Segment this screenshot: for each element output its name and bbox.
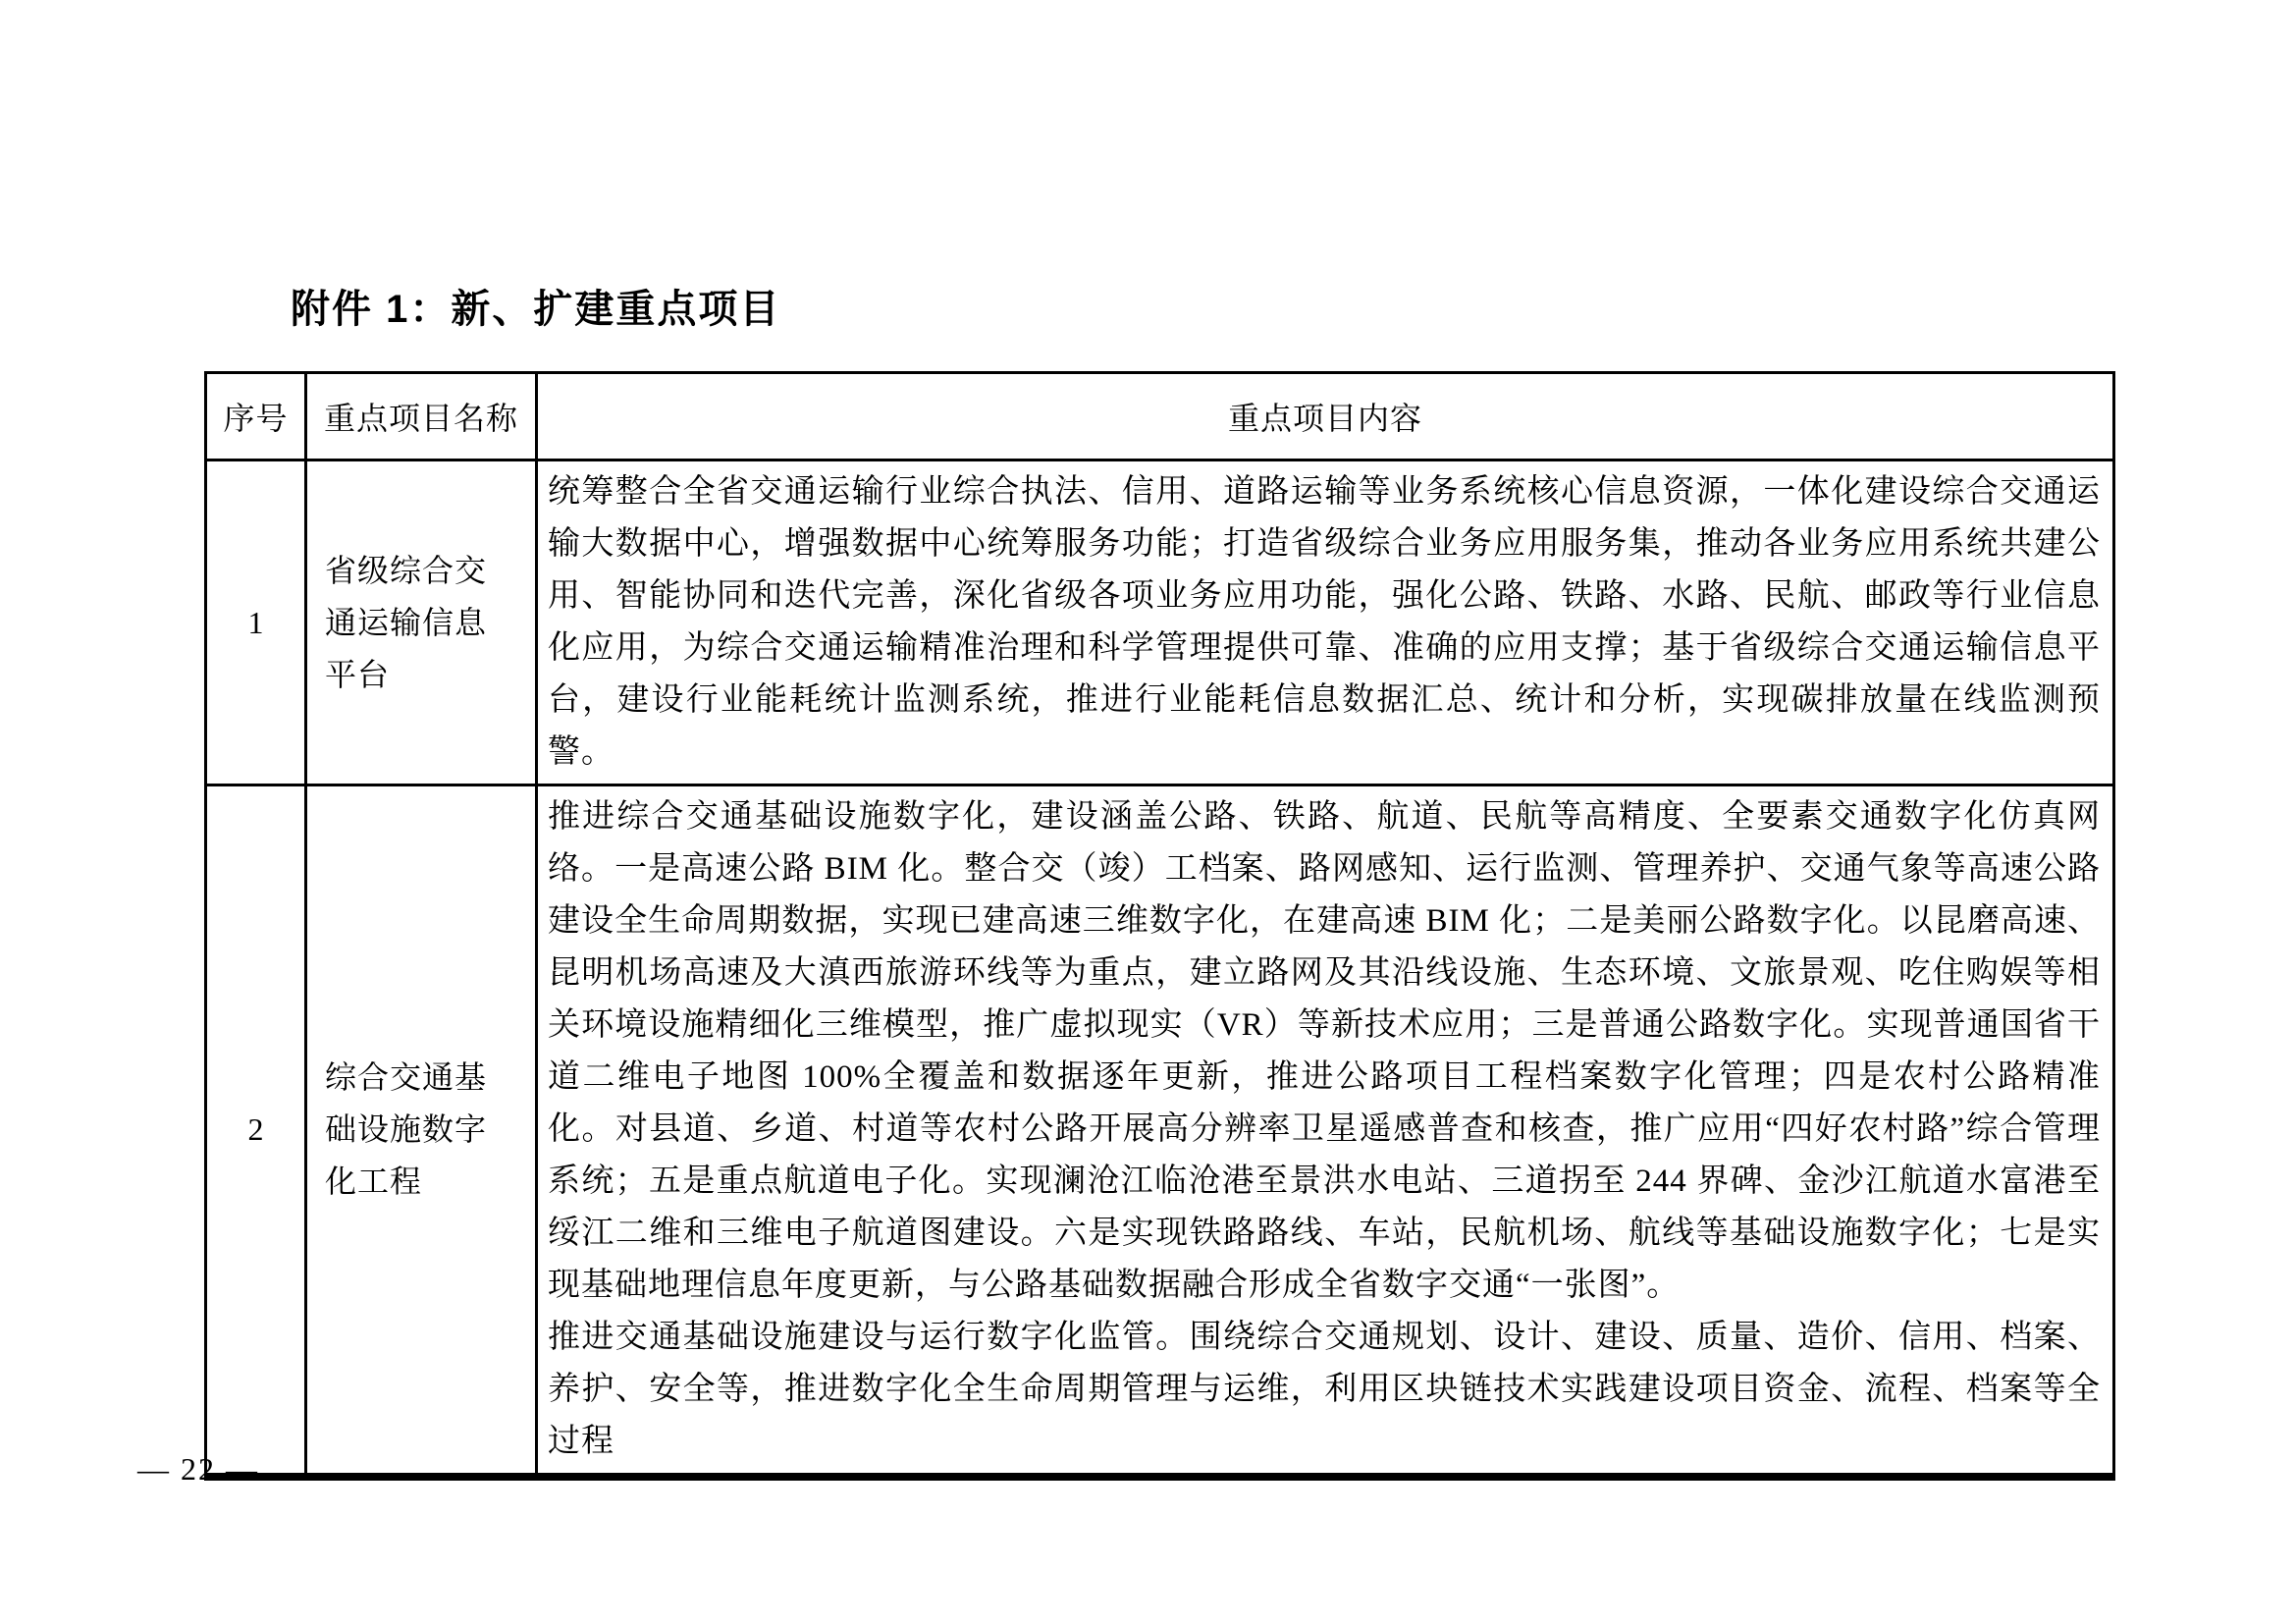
- page-number: — 22 —: [137, 1451, 259, 1487]
- row-name-cell: 综合交通基础设施数字化工程: [306, 785, 537, 1478]
- row-name-cell: 省级综合交通运输信息平台: [306, 460, 537, 785]
- page-title: 附件 1：新、扩建重点项目: [291, 288, 781, 331]
- row-index-cell: 1: [206, 460, 306, 785]
- header-project-name: 重点项目名称: [306, 373, 537, 460]
- row-content-cell: [537, 460, 2114, 785]
- row-content-cell: [537, 785, 2114, 1478]
- row-index-cell: 2: [206, 785, 306, 1478]
- table-row: [206, 460, 2114, 785]
- header-serial-number: 序号: [206, 373, 306, 460]
- content-paragraph: 推进综合交通基础设施数字化，建设涵盖公路、铁路、航道、民航等高精度、全要素交通数字化仿真网络。一是高速公路 BIM 化。整合交（竣）工档案、路网感知、运行监测、管理养护、交通气象等高速公路建设全生命周期数据，实现已建高速三维数字化，在建高速 BIM 化；二是美丽公路数字化。以昆磨高速、昆明机场高速及大滇西旅游环线等为重点，建立路网及其沿线设施、生态环境、文旅景观、吃住购娱等相关环境设施精细化三维模型，推广虚拟现实（VR）等新技术应用；三是普通公路数字化。实现普通国省干道二维电子地图 100%全覆盖和数据逐年更新，推进公路项目工程档案数字化管理；四是农村公路精准化。对县道、乡道、村道等农村公路开展高分辨率卫星遥感普查和核查，推广应用“四好农村路”综合管理系统；五是重点航道电子化。实现澜沧江临沧港至景洪水电站、三道拐至 244 界碑、金沙江航道水富港至绥江二维和三维电子航道图建设。六是实现铁路路线、车站，民航机场、航线等基础设施数字化；七是实现基础地理信息年度更新，与公路基础数据融合形成全省数字交通“一张图”。: [548, 799, 2101, 1303]
- table-header-row: [206, 373, 2114, 460]
- table-row: [206, 785, 2114, 1478]
- content-paragraph: 统筹整合全省交通运输行业综合执法、信用、道路运输等业务系统核心信息资源，一体化建设综合交通运输大数据中心，增强数据中心统筹服务功能；打造省级综合业务应用服务集，推动各业务应用系统共建公用、智能协同和迭代完善，深化省级各项业务应用功能，强化公路、铁路、水路、民航、邮政等行业信息化应用，为综合交通运输精准治理和科学管理提供可靠、准确的应用支撑；基于省级综合交通运输信息平台，建设行业能耗统计监测系统，推进行业能耗信息数据汇总、统计和分析，实现碳排放量在线监测预警。: [548, 474, 2101, 770]
- content-paragraph: 推进交通基础设施建设与运行数字化监管。围绕综合交通规划、设计、建设、质量、造价、信用、档案、养护、安全等，推进数字化全生命周期管理与运维，利用区块链技术实践建设项目资金、流程、档案等全过程: [548, 1320, 2101, 1459]
- projects-table: [204, 371, 2115, 1481]
- header-project-content: 重点项目内容: [537, 373, 2114, 460]
